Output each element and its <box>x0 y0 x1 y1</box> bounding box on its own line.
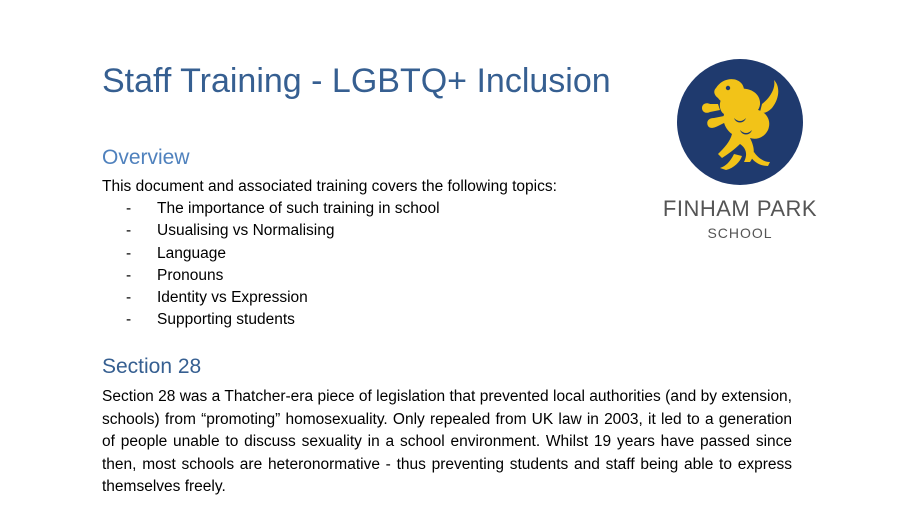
school-subname: SCHOOL <box>707 225 773 241</box>
topic-text: The importance of such training in school <box>157 200 440 217</box>
section28-heading: Section 28 <box>102 355 202 378</box>
bullet-dash: - <box>126 222 132 240</box>
list-item <box>126 198 440 220</box>
overview-intro: This document and associated training covers the following topics: <box>102 178 557 195</box>
bullet-dash: - <box>126 244 132 262</box>
topic-text: Pronouns <box>157 266 224 284</box>
school-logo <box>650 58 830 248</box>
topic-text: Identity vs Expression <box>157 289 308 307</box>
overview-heading: Overview <box>102 146 190 169</box>
lion-rampant-icon <box>676 58 804 186</box>
bullet-dash: - <box>126 289 132 307</box>
school-name: FINHAM PARK <box>662 196 818 221</box>
section28-paragraph: Section 28 was a Thatcher-era piece of legislation that prevented local authorities (and by extension, schools) from “promoting” homosexuality. Only repealed from UK law in 2003, it led to a generation of people unable to discuss sexuality in a school environment. Whilst 19 years have passed since then, most schools are heteronormative - thus preventing students and staff being able to express themselves freely. <box>102 388 792 495</box>
list-item <box>126 309 440 331</box>
list-item <box>126 220 440 242</box>
bullet-dash: - <box>126 200 132 217</box>
topic-text: Usualising vs Normalising <box>157 222 335 240</box>
document-title: Staff Training - LGBTQ+ Inclusion <box>102 62 611 100</box>
bullet-dash: - <box>126 311 132 329</box>
bullet-dash: - <box>126 266 132 284</box>
list-item <box>126 287 440 309</box>
topic-text: Supporting students <box>157 311 295 329</box>
topic-text: Language <box>157 244 226 262</box>
list-item <box>126 265 440 287</box>
list-item <box>126 243 440 265</box>
topics-list <box>126 198 440 332</box>
